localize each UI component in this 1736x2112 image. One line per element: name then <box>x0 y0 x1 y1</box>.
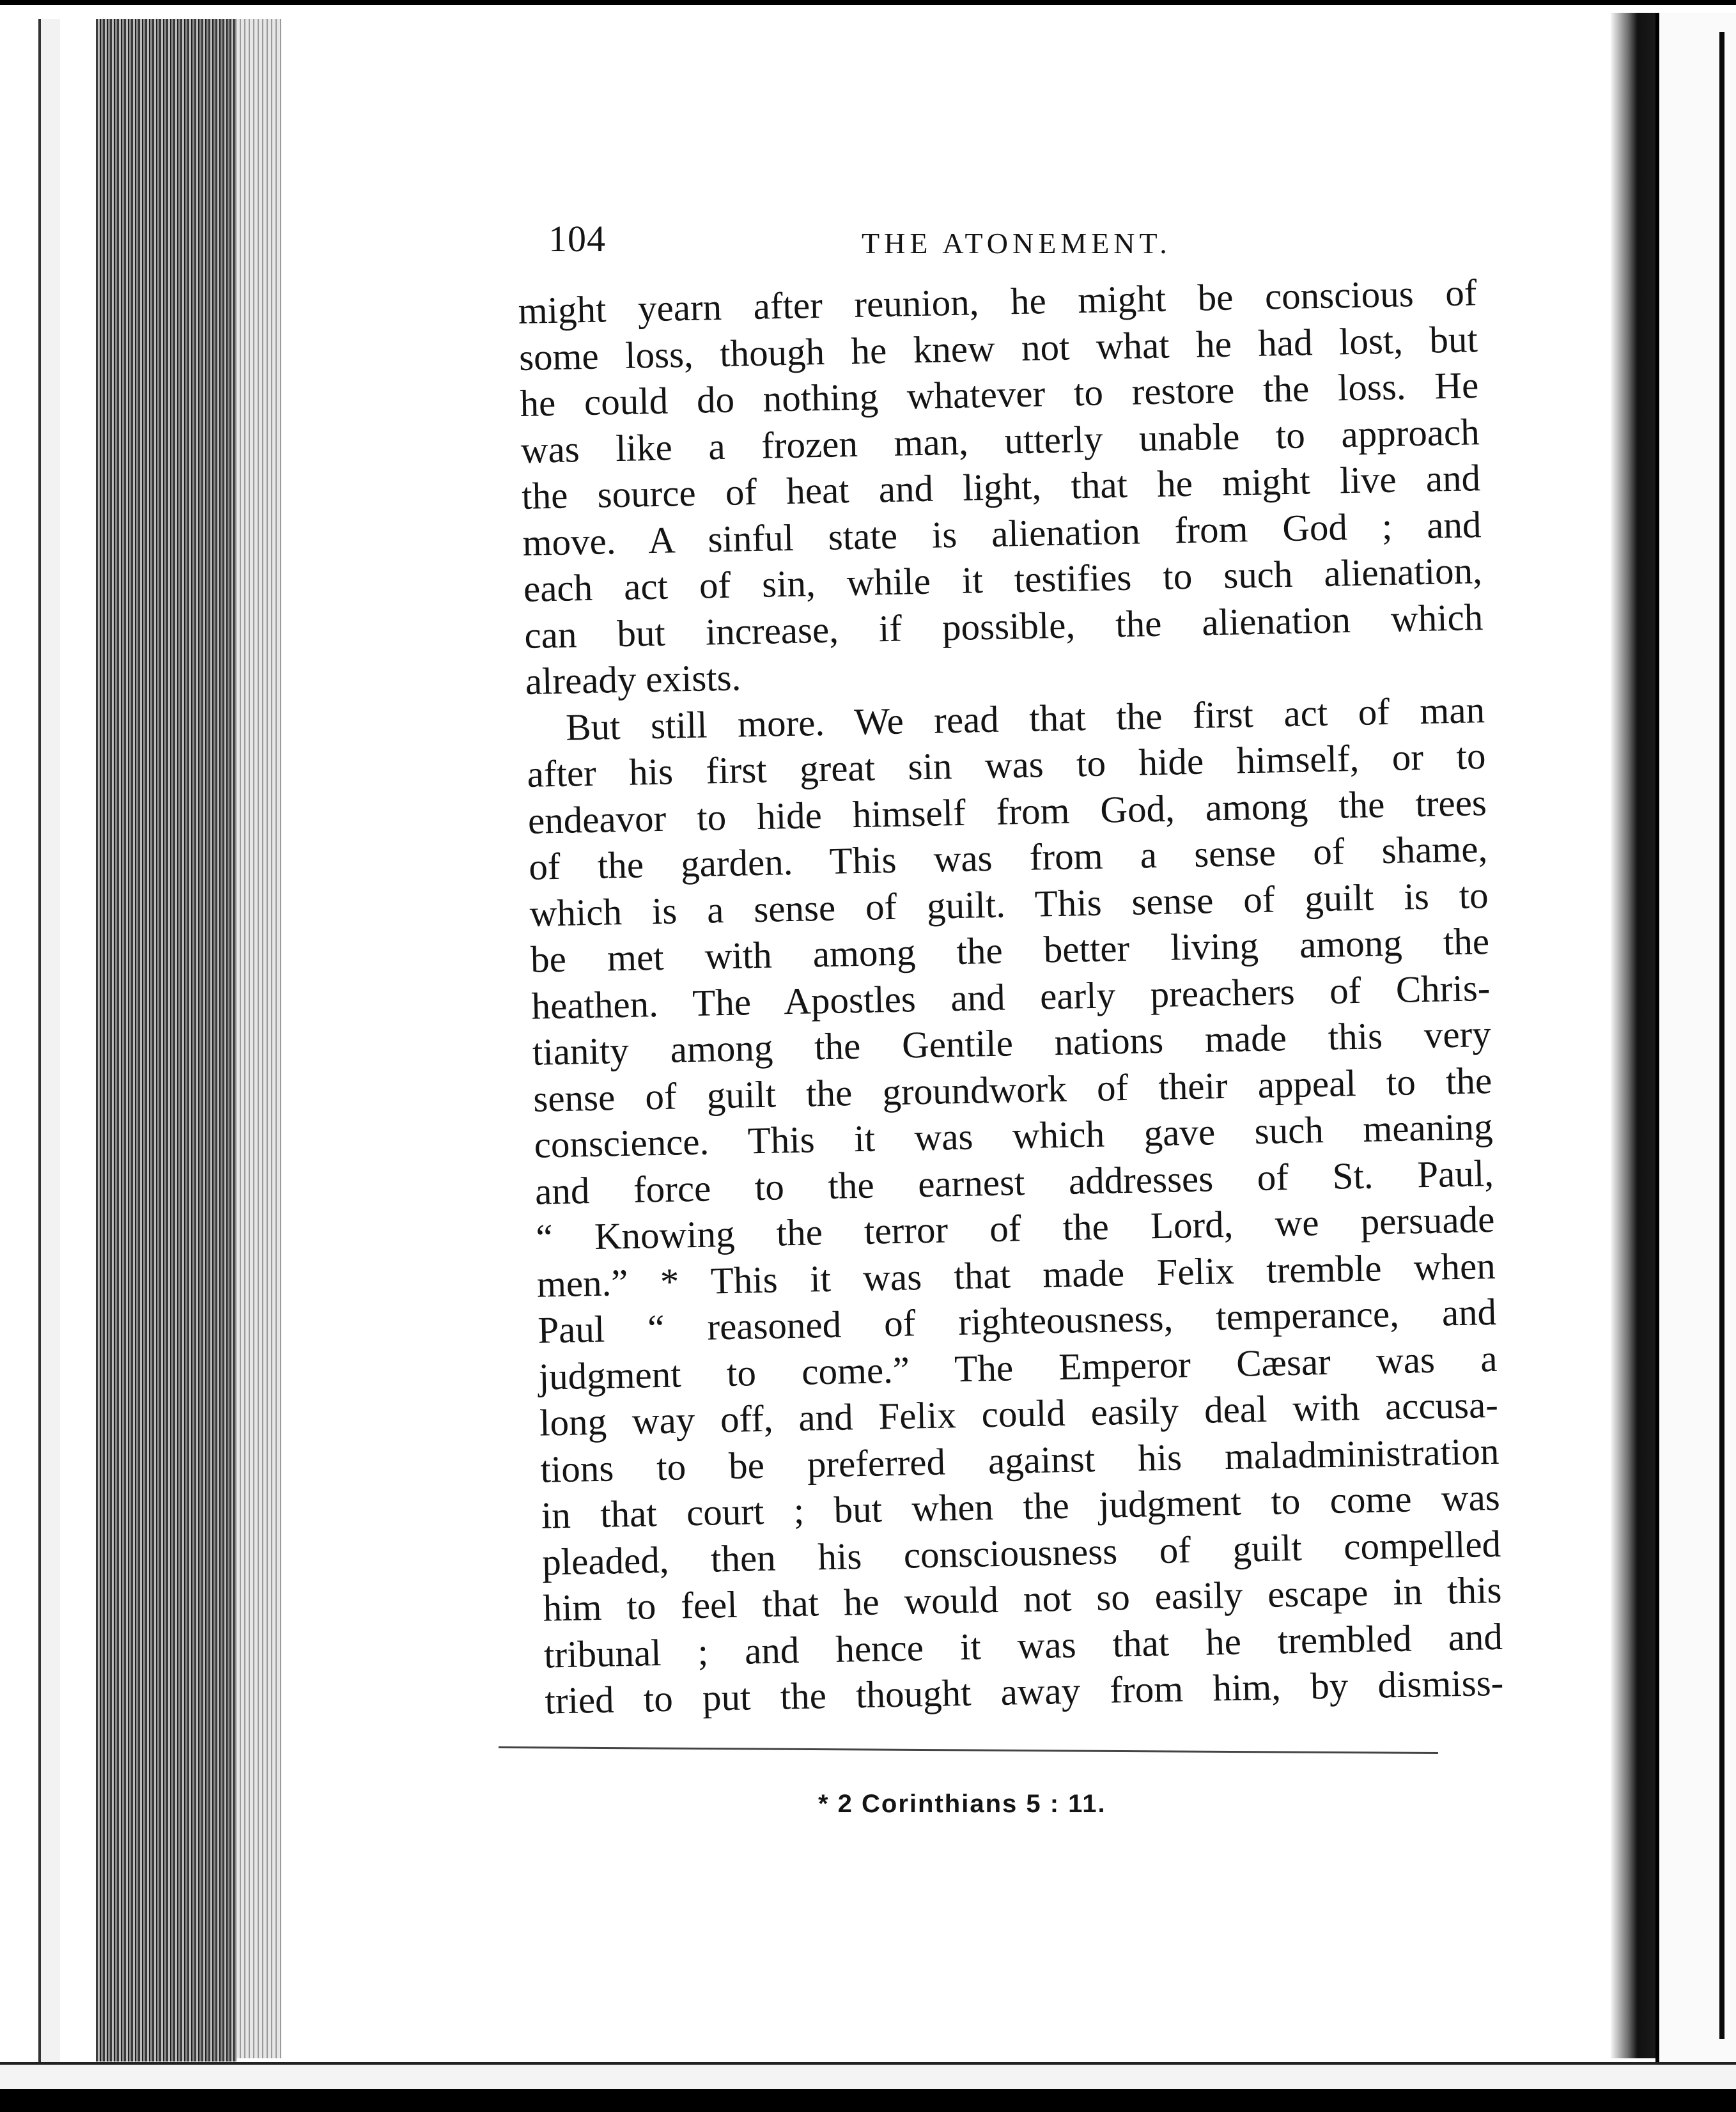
page-number: 104 <box>548 218 606 260</box>
text-line: can but increase, if possible, the alienation which <box>523 595 1484 656</box>
text-line: he could do nothing whatever to restore the loss. He <box>519 364 1479 424</box>
text-line: which is a sense of guilt. This sense of guilt is to <box>529 873 1489 935</box>
text-line: of the garden. This was from a sense of shame, <box>528 827 1488 888</box>
body-text <box>518 269 1504 1724</box>
text-line: was like a frozen man, utterly unable to approach <box>520 410 1480 471</box>
text-line: sense of guilt the groundwork of their appeal to the <box>532 1059 1492 1120</box>
text-line: But still more. We read that the first act of man <box>565 688 1485 749</box>
page-edges-stack <box>96 19 236 2062</box>
text-line: tried to put the thought away from him, by dismiss- <box>544 1661 1504 1722</box>
scan-border-bottom <box>0 2089 1736 2112</box>
text-line: conscience. This it was which gave such meaning <box>534 1105 1494 1166</box>
paragraph <box>526 687 1504 1725</box>
text-line: Paul “ reasoned of righteousness, temperance, and <box>537 1290 1497 1351</box>
left-page-gutter <box>38 19 60 2065</box>
text-line: pleaded, then his consciousness of guilt compelled <box>541 1522 1501 1583</box>
text-line: already exists. <box>525 656 741 703</box>
page-edges-light <box>236 19 281 2058</box>
right-page-shadow <box>1611 13 1655 2058</box>
text-line: endeavor to hide himself from God, among the trees <box>527 780 1487 842</box>
text-line: men.” * This it was that made Felix tremble when <box>536 1244 1496 1305</box>
text-line: and force to the earnest addresses of St. Paul, <box>534 1151 1494 1213</box>
text-line: after his first great sin was to hide himself, or to <box>526 734 1486 795</box>
text-line: him to feel that he would not so easily escape in this <box>543 1568 1503 1629</box>
text-line: some loss, though he knew not what he had lost, but <box>518 317 1478 378</box>
right-page-edge <box>1655 13 1736 2065</box>
text-line: tions to be preferred against his maladministration <box>539 1429 1500 1491</box>
footnote: * 2 Corinthians 5 : 11. <box>818 1790 1106 1818</box>
text-line: heathen. The Apostles and early preachers of Chris- <box>531 966 1491 1027</box>
scan-bottom-strip <box>0 2062 1736 2092</box>
text-line: “ Knowing the terror of the Lord, we persuade <box>535 1197 1495 1259</box>
text-line: might yearn after reunion, he might be conscious of <box>518 271 1478 332</box>
text-line: be met with among the better living among the <box>530 920 1490 981</box>
text-line: judgment to come.” The Emperor Cæsar was a <box>538 1337 1498 1398</box>
scan-border-top <box>0 0 1736 5</box>
text-line: tribunal ; and hence it was that he trembled and <box>543 1615 1503 1676</box>
text-line: long way off, and Felix could easily deal with accusa- <box>539 1383 1499 1444</box>
text-line: tianity among the Gentile nations made this very <box>532 1012 1492 1073</box>
running-head: THE ATONEMENT. <box>862 227 1172 260</box>
text-line: in that court ; but when the judgment to come was <box>541 1475 1501 1537</box>
text-line: each act of sin, while it testifies to such alienation, <box>523 549 1483 610</box>
page-header <box>548 217 1379 268</box>
text-line: the source of heat and light, that he might live and <box>521 456 1481 517</box>
text-line: move. A sinful state is alienation from God ; and <box>522 502 1482 564</box>
paragraph <box>518 269 1484 704</box>
